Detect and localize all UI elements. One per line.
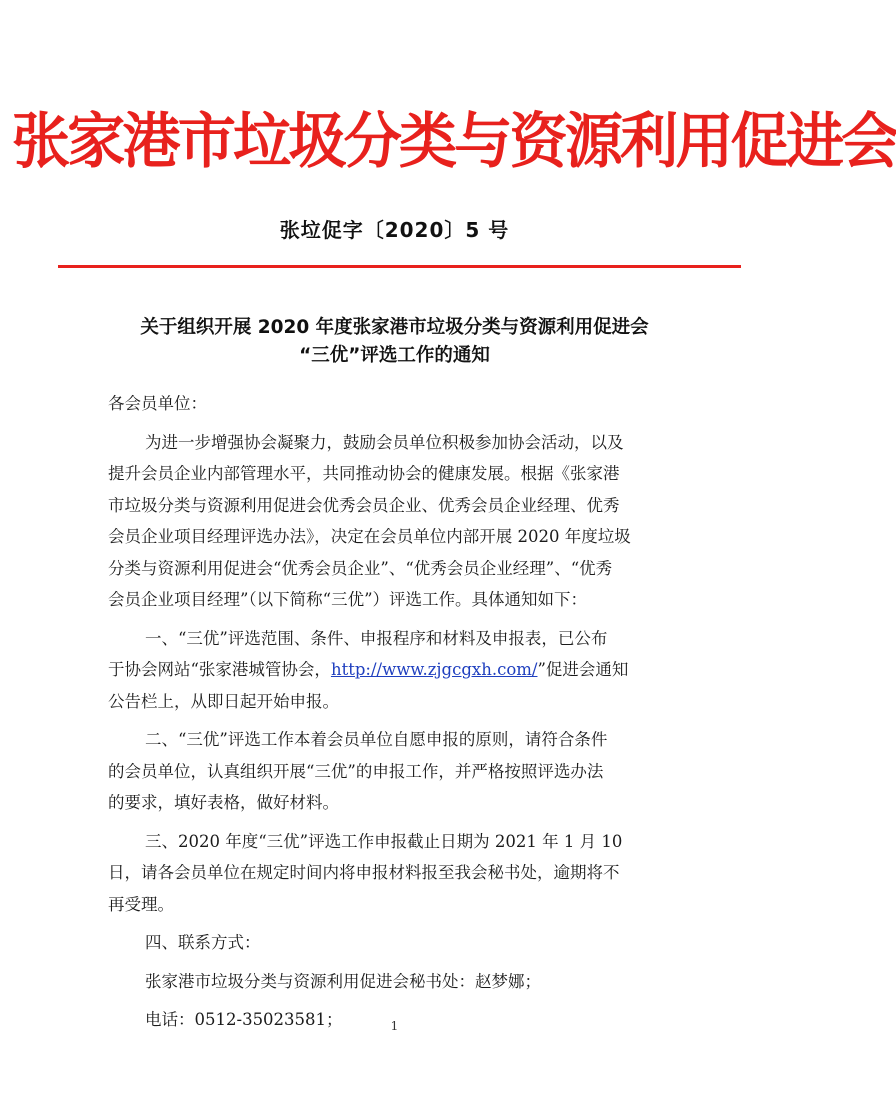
paragraph-line: 公告栏上，从即日起开始申报。 bbox=[108, 691, 339, 711]
paragraph-text: 于协会网站“张家港城管协会， bbox=[108, 660, 331, 679]
paragraph-line: 日，请各会员单位在规定时间内将申报材料报至我会秘书处，逾期将不 bbox=[108, 863, 620, 882]
notice-title-line-1: 关于组织开展 2020 年度张家港市垃圾分类与资源利用促进会 bbox=[140, 317, 649, 338]
paragraph-line: 的要求，填好表格，做好材料。 bbox=[108, 793, 339, 812]
paragraph-line: 提升会员企业内部管理水平，共同推动协会的健康发展。根据《张家港 bbox=[108, 464, 620, 483]
paragraph-line: 为进一步增强协会凝聚力，鼓励会员单位积极参加协会活动，以及 bbox=[145, 432, 624, 452]
paragraph-line: 张家港市垃圾分类与资源利用促进会秘书处：赵梦娜； bbox=[145, 971, 541, 991]
body-text bbox=[108, 388, 686, 1036]
paragraph-line bbox=[108, 654, 686, 686]
paragraph-line: 分类与资源利用促进会“优秀会员企业”、“优秀会员企业经理”、“优秀 bbox=[108, 558, 613, 578]
paragraph-line: 电话：0512-35023581； bbox=[145, 1010, 343, 1029]
paragraph-line: 会员企业项目经理”（以下简称“三优”）评选工作。具体通知如下： bbox=[108, 590, 588, 609]
paragraph-line: 会员企业项目经理评选办法》，决定在会员单位内部开展 2020 年度垃圾 bbox=[108, 527, 631, 546]
organization-name-header: 张家港市垃圾分类与资源利用促进会 bbox=[11, 107, 896, 177]
paragraph-line: 二、“三优”评选工作本着会员单位自愿申报的原则，请符合条件 bbox=[145, 730, 608, 749]
document-number: 张垃促字〔2020〕5 号 bbox=[279, 218, 510, 242]
paragraph-line: 再受理。 bbox=[108, 894, 174, 914]
salutation: 各会员单位： bbox=[108, 394, 207, 413]
paragraph-line: 市垃圾分类与资源利用促进会优秀会员企业、优秀会员企业经理、优秀 bbox=[108, 495, 620, 515]
notice-title-line-2: “三优”评选工作的通知 bbox=[299, 345, 490, 366]
paragraph-line: 的会员单位，认真组织开展“三优”的申报工作，并严格按照评选办法 bbox=[108, 761, 604, 781]
paragraph-line: 三、2020 年度“三优”评选工作申报截止日期为 2021 年 1 月 10 bbox=[145, 831, 623, 851]
paragraph-line: 一、“三优”评选范围、条件、申报程序和材料及申报表，已公布 bbox=[145, 628, 608, 648]
paragraph-text: ”促进会通知 bbox=[537, 660, 629, 679]
page-number: 1 bbox=[390, 1019, 399, 1033]
website-link[interactable]: http://www.zjgcgxh.com/ bbox=[330, 660, 538, 679]
red-divider-line bbox=[58, 265, 741, 268]
paragraph-line: 四、联系方式： bbox=[145, 933, 261, 952]
